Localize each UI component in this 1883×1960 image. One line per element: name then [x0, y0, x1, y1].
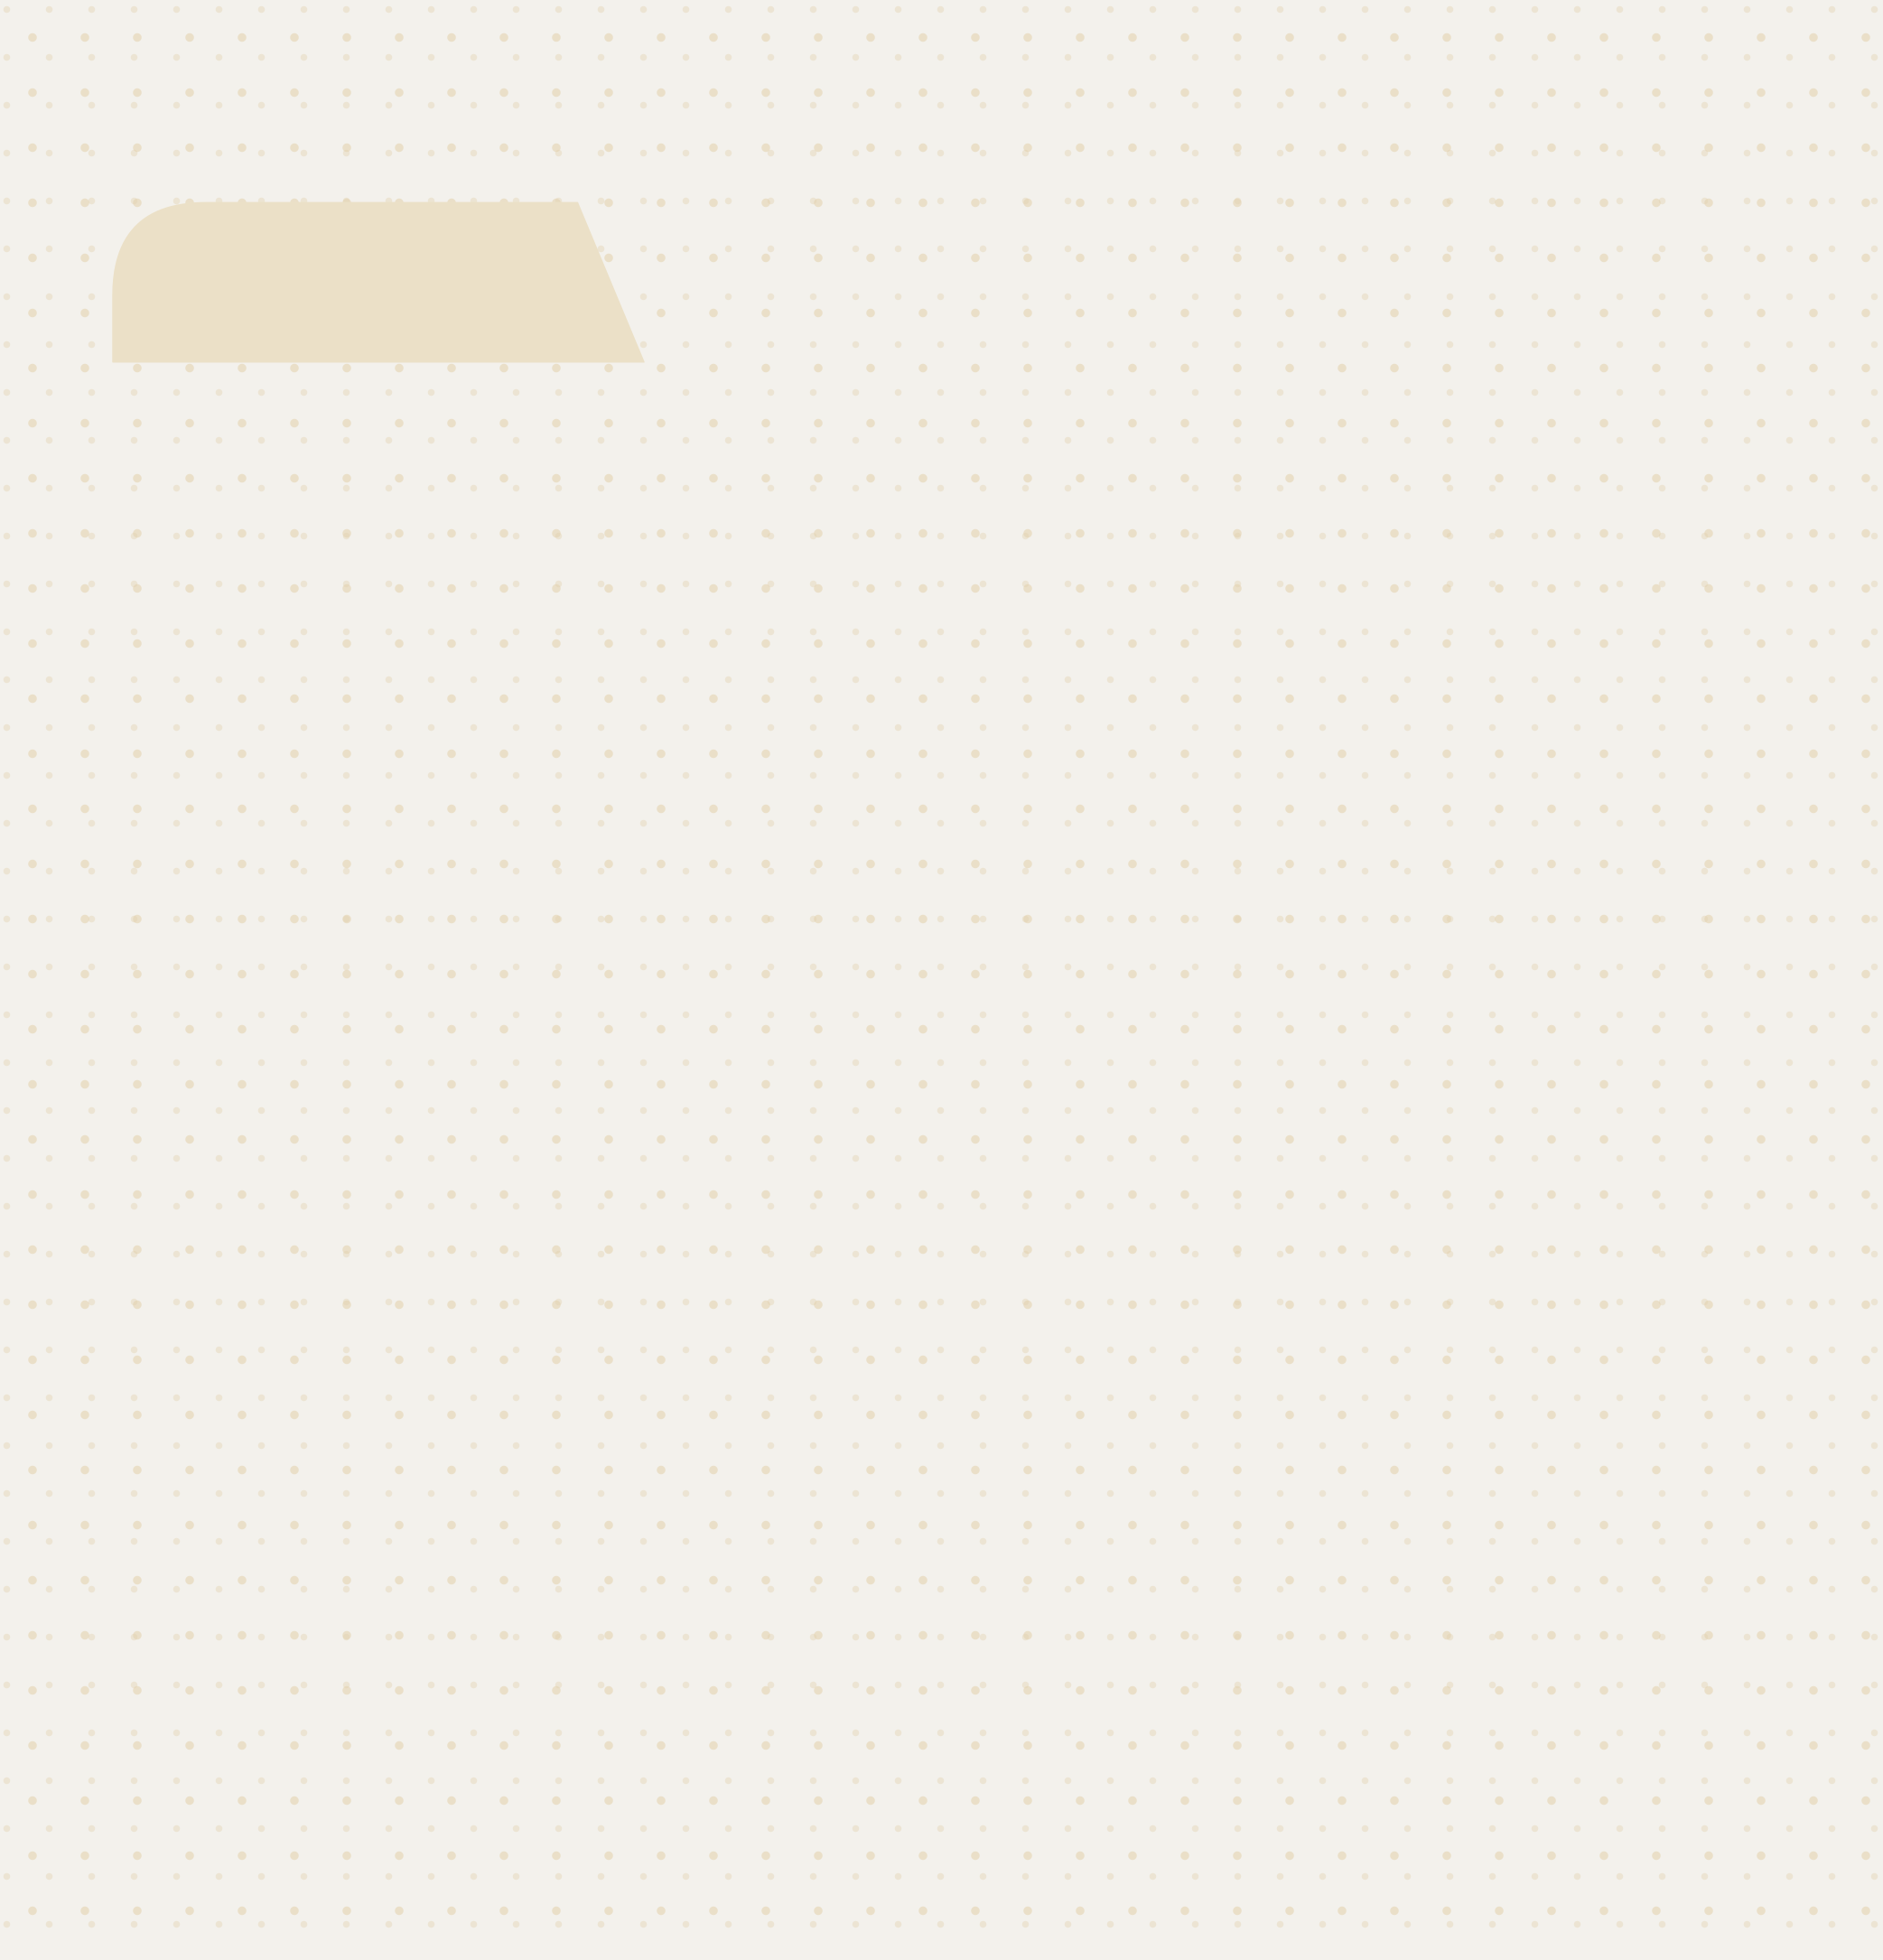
shawarma-icon [113, 176, 944, 447]
